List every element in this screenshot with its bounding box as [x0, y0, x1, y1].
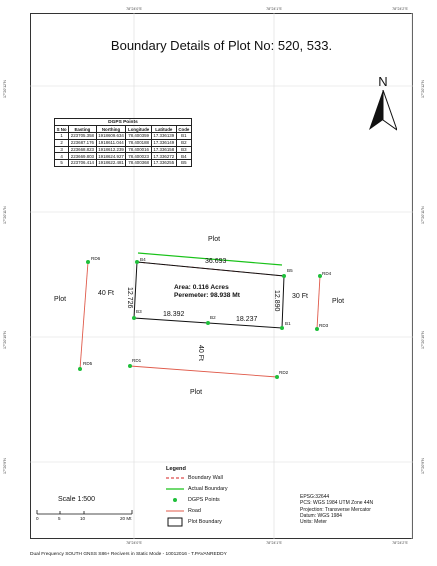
- graticule-left-4: 17°20'9"N: [3, 458, 7, 474]
- dimension-top: 36.693: [205, 258, 227, 265]
- map-title: Boundary Details of Plot No: 520, 533.: [110, 38, 333, 53]
- table-cell: 1918622.481: [96, 160, 126, 167]
- dgps-col-header: Longitude: [126, 126, 151, 133]
- graticule-right-1: 17°20'12"N: [421, 80, 425, 98]
- table-cell: 1918609.634: [96, 132, 126, 139]
- plot-label-bottom: Plot: [190, 389, 203, 396]
- dimension-right: 12.890: [273, 290, 280, 312]
- dgps-point-b2: [206, 321, 210, 325]
- dgps-point-rd1: [128, 364, 132, 368]
- road-line-rd1-rd2: [130, 366, 277, 377]
- dgps-table-caption: DGPS Points: [54, 118, 192, 125]
- plot-label-top: Plot: [208, 236, 221, 243]
- table-cell: 4: [55, 153, 69, 160]
- dgps-col-header: Latitude: [151, 126, 176, 133]
- footer-note: Dual Frequency SOUTH GNSS S86+ Recivers in Static Mode - 10012016 - T.PAVANREDDY: [30, 552, 227, 557]
- table-cell: 78.400023: [126, 153, 151, 160]
- road-line-rd3-rd4: [317, 276, 320, 329]
- table-cell: 78.400359: [126, 132, 151, 139]
- dgps-point-b1: [280, 326, 284, 330]
- legend: [158, 463, 268, 532]
- table-cell: B1: [176, 132, 191, 139]
- table-cell: 78.400016: [126, 146, 151, 153]
- graticule-right-3: 17°20'10"N: [421, 331, 425, 349]
- graticule-bottom-3: 78°24'2"E: [392, 541, 408, 545]
- road-line-rd5-rd6: [80, 262, 88, 369]
- table-cell: 78.400368: [126, 160, 151, 167]
- scale-bar-graphic: [36, 508, 136, 516]
- dgps-col-header: Northing: [96, 126, 126, 133]
- road-width-left: 40 Ft: [98, 290, 114, 297]
- dgps-col-header: Easting: [69, 126, 96, 133]
- legend-item-boundary-wall: Boundary Wall: [188, 475, 223, 481]
- dgps-col-header: S No: [55, 126, 69, 133]
- legend-item-road: Road: [188, 508, 201, 514]
- legend-item-actual-boundary: Actual Boundary: [188, 486, 228, 492]
- graticule-top-3: 78°24'2"E: [392, 7, 408, 11]
- table-cell: 1918612.239: [96, 146, 126, 153]
- table-cell: 5: [55, 160, 69, 167]
- projection-line: EPSG:32644: [300, 494, 330, 500]
- graticule-top-1: 78°24'0"E: [126, 7, 142, 11]
- point-label-b5: B5: [287, 268, 293, 273]
- graticule-left-3: 17°20'10"N: [3, 331, 7, 349]
- table-cell: 1: [55, 132, 69, 139]
- point-label-b4: B4: [140, 257, 146, 262]
- table-cell: B5: [176, 160, 191, 167]
- dgps-point-rd6: [86, 260, 90, 264]
- point-label-b1: B1: [285, 321, 291, 326]
- point-label-rd4: RD4: [322, 271, 332, 276]
- table-cell: B4: [176, 153, 191, 160]
- scale-text: Scale 1:500: [58, 496, 95, 503]
- scale-tick-0: 0: [36, 516, 39, 521]
- dimension-left: 12.726: [126, 287, 133, 309]
- point-label-rd5: RD5: [83, 361, 93, 366]
- graticule-top-2: 78°24'1"E: [266, 7, 282, 11]
- table-cell: 223705.358: [69, 132, 96, 139]
- point-label-rd1: RD1: [132, 358, 142, 363]
- projection-line: Projection: Transverse Mercator: [300, 506, 371, 513]
- dimension-bottom-left: 18.392: [163, 311, 185, 318]
- north-letter: N: [378, 74, 388, 89]
- dgps-point-b3: [132, 316, 136, 320]
- table-cell: 223668.823: [69, 146, 96, 153]
- road-width-bottom: 40 Ft: [197, 345, 204, 361]
- legend-symbols: [166, 475, 186, 531]
- table-cell: 2: [55, 139, 69, 146]
- table-cell: 223706.414: [69, 160, 96, 167]
- road-width-right: 30 Ft: [292, 293, 308, 300]
- table-cell: 17.336272: [151, 153, 176, 160]
- table-cell: 223669.803: [69, 153, 96, 160]
- graticule-left-2: 17°20'11"N: [3, 206, 7, 224]
- scale-tick-20: 20 Mt: [120, 516, 132, 521]
- dimension-bottom-right: 18.237: [236, 316, 258, 323]
- dgps-point-b5: [282, 274, 286, 278]
- scale-tick-10: 10: [80, 516, 86, 521]
- table-cell: B2: [176, 139, 191, 146]
- point-label-b3: B3: [136, 309, 142, 314]
- table-cell: 3: [55, 146, 69, 153]
- table-cell: B3: [176, 146, 191, 153]
- dgps-col-header: Code: [176, 126, 191, 133]
- legend-title: Legend: [166, 466, 186, 472]
- graticule-right-4: 17°20'9"N: [421, 458, 425, 474]
- perimeter-value: Peremeter: 98.938 Mt: [174, 291, 240, 299]
- table-cell: 17.336255: [151, 160, 176, 167]
- dgps-point-b4: [135, 260, 139, 264]
- table-cell: 17.336158: [151, 146, 176, 153]
- scale-bar: [36, 508, 136, 528]
- legend-item-plot-boundary: Plot Boundary: [188, 519, 222, 525]
- dgps-point-rd5: [78, 367, 82, 371]
- plot-label-right: Plot: [332, 298, 345, 305]
- projection-info: [300, 494, 373, 525]
- projection-line: PCS: WGS 1984 UTM Zone 44N: [300, 500, 374, 507]
- graticule-bottom-2: 78°24'1"E: [266, 541, 282, 545]
- table-cell: 1918624.927: [96, 153, 126, 160]
- point-label-rd6: RD6: [91, 256, 101, 261]
- area-info: [174, 284, 240, 300]
- legend-dgps-point-symbol: [173, 498, 177, 502]
- table-cell: 78.400188: [126, 139, 151, 146]
- legend-plot-boundary-symbol: [168, 518, 182, 526]
- graticule-right-2: 17°20'11"N: [421, 206, 425, 224]
- point-label-rd2: RD2: [279, 370, 289, 375]
- table-cell: 1918611.044: [96, 139, 126, 146]
- table-cell: 17.336149: [151, 139, 176, 146]
- plot-label-left: Plot: [54, 296, 67, 303]
- point-label-b2: B2: [210, 315, 216, 320]
- projection-line: Datum: WGS 1984: [300, 512, 342, 519]
- table-cell: 223687.176: [69, 139, 96, 146]
- graticule-bottom-1: 78°24'0"E: [126, 541, 142, 545]
- dgps-point-rd2: [275, 375, 279, 379]
- graticule-left-1: 17°20'12"N: [3, 80, 7, 98]
- scale-tick-5: 5: [58, 516, 61, 521]
- point-label-rd3: RD3: [319, 323, 329, 328]
- area-value: Area: 0.116 Acres: [174, 284, 229, 291]
- table-cell: 17.336139: [151, 132, 176, 139]
- legend-item-dgps-points: DGPS Points: [188, 497, 220, 503]
- projection-line: Units: Meter: [300, 519, 327, 525]
